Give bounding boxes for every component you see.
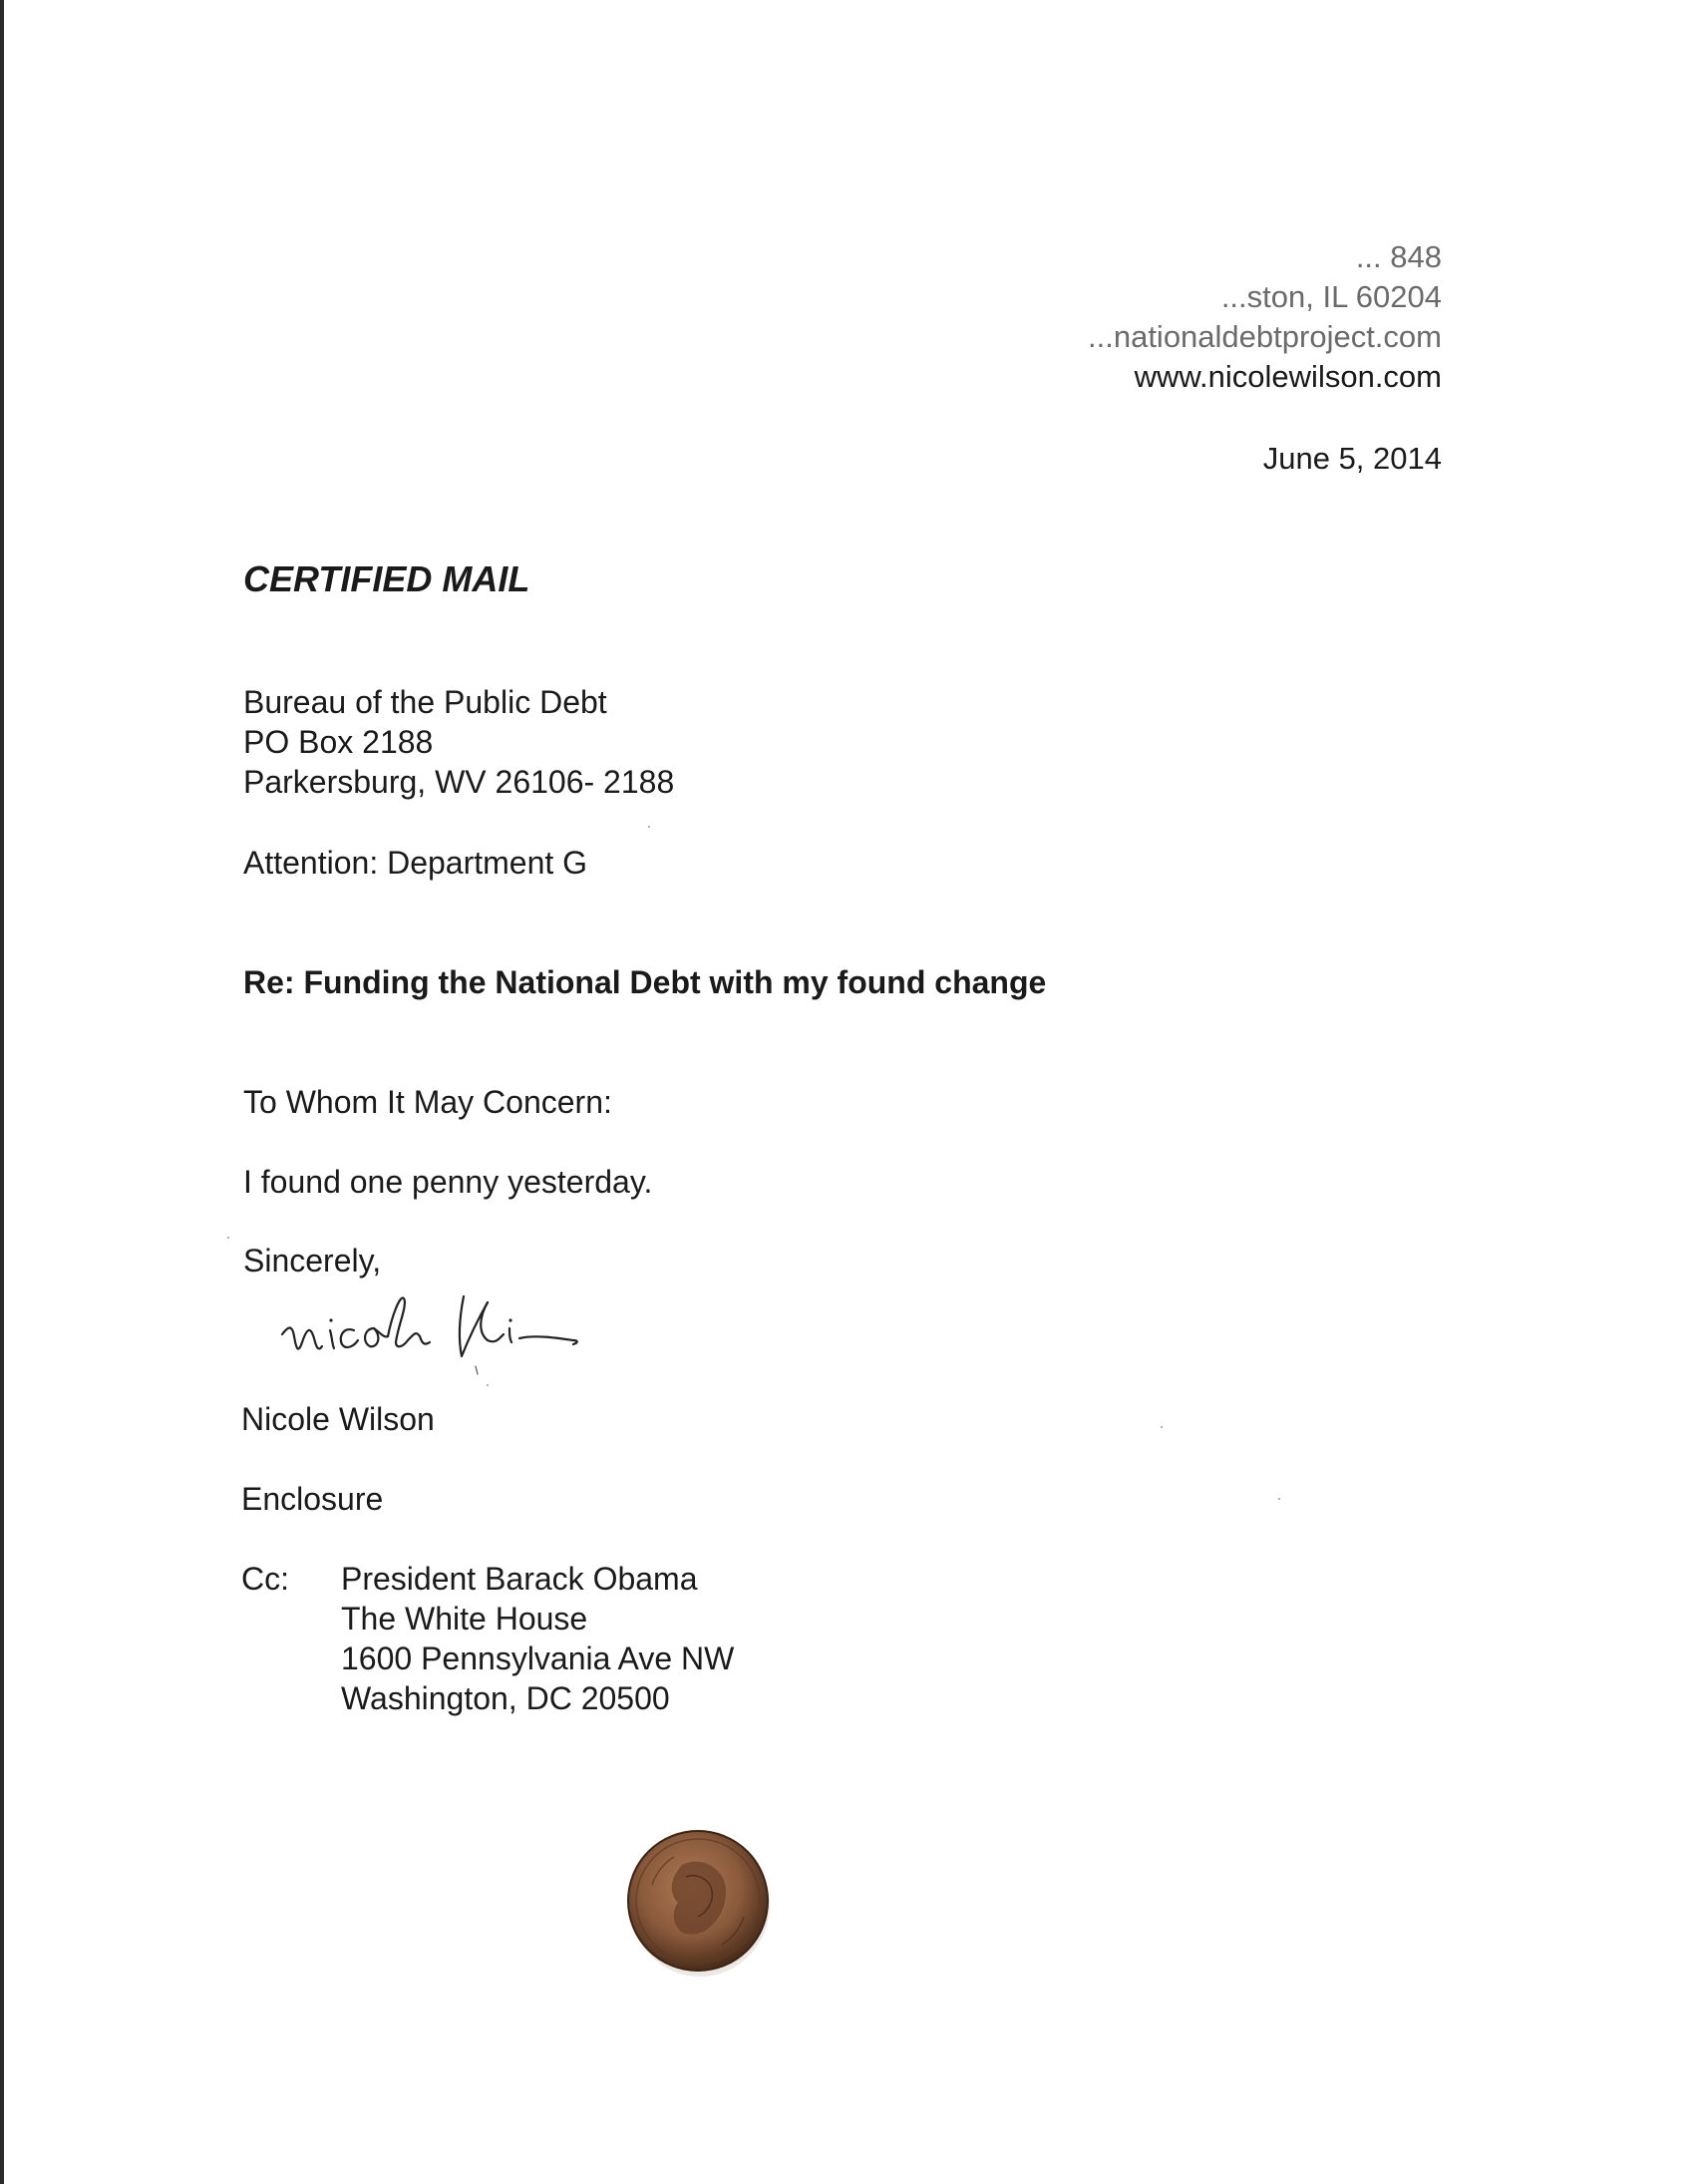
cc-organization: The White House	[341, 1601, 588, 1637]
scan-speck	[1161, 1426, 1163, 1428]
sender-address-line2: ...ston, IL 60204	[1220, 279, 1442, 314]
sender-address-block	[943, 237, 1442, 397]
scan-speck	[487, 1384, 489, 1386]
recipient-city-state-zip: Parkersburg, WV 26106- 2188	[243, 764, 675, 800]
closing: Sincerely,	[243, 1243, 382, 1278]
attention-line: Attention: Department G	[243, 845, 588, 881]
scan-speck	[1278, 1498, 1280, 1500]
scan-speck	[227, 1237, 229, 1239]
enclosure-label: Enclosure	[241, 1481, 384, 1517]
signer-name: Nicole Wilson	[241, 1401, 435, 1437]
letter-date: June 5, 2014	[1262, 441, 1442, 476]
letter-body: I found one penny yesterday.	[243, 1164, 653, 1200]
sender-address-line1: ... 848	[1355, 239, 1442, 274]
cc-label: Cc:	[241, 1561, 289, 1597]
scan-speck	[648, 826, 650, 828]
sender-website: www.nicolewilson.com	[1134, 359, 1442, 394]
handwritten-signature	[274, 1276, 633, 1386]
sender-email: ...nationaldebtproject.com	[1088, 319, 1442, 354]
scan-edge	[0, 0, 4, 2184]
cc-name: President Barack Obama	[341, 1561, 698, 1597]
cc-city-state-zip: Washington, DC 20500	[341, 1680, 670, 1716]
recipient-name: Bureau of the Public Debt	[243, 684, 607, 720]
cc-address-block	[341, 1559, 734, 1718]
delivery-method: CERTIFIED MAIL	[243, 558, 530, 599]
recipient-address-block	[243, 682, 674, 802]
recipient-po-box: PO Box 2188	[243, 724, 434, 760]
cc-street: 1600 Pennsylvania Ave NW	[341, 1640, 735, 1676]
subject-line: Re: Funding the National Debt with my found change	[243, 964, 1047, 1000]
penny-coin-icon	[622, 1825, 778, 1981]
salutation: To Whom It May Concern:	[243, 1084, 612, 1120]
